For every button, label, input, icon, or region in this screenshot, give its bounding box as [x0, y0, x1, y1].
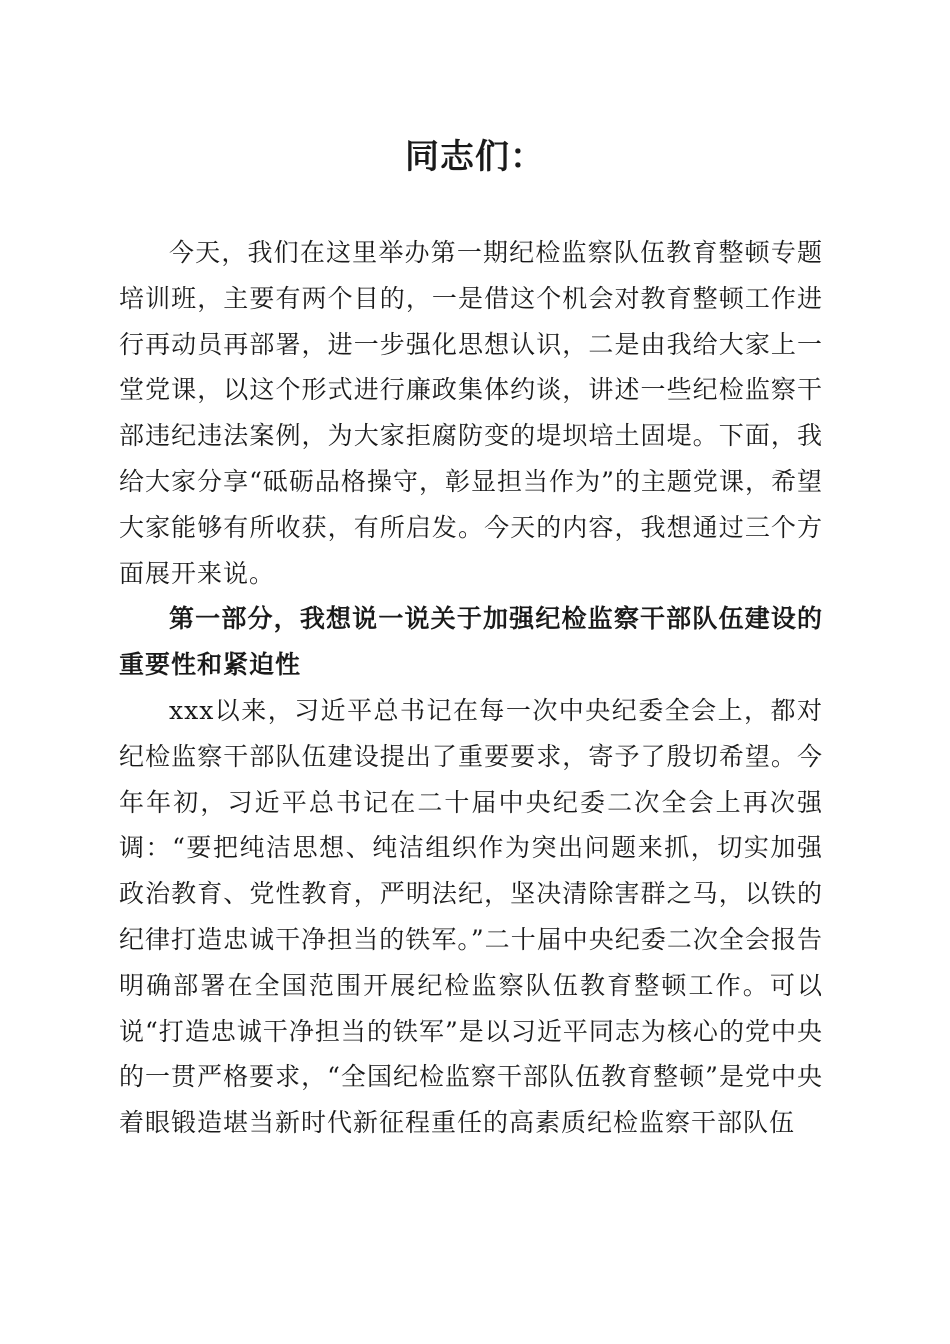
section-heading-part-one: 第一部分，我想说一说关于加强纪检监察干部队伍建设的重要性和紧迫性	[119, 604, 823, 680]
document-title: 同志们：	[405, 137, 545, 177]
paragraph-part-one-body: xxx以来，习近平总书记在每一次中央纪委全会上，都对纪检监察干部队伍建设提出了重要要求，寄予了殷切希望。今年年初，习近平总书记在二十届中央纪委二次全会上再次强调：“要把纯洁思想、纯洁组织作为突出问题来抓，切实加强政治教育、党性教育，严明法纪，坚决清除害群之马，以铁的纪律打造忠诚干净担当的铁军。”二十届中央纪委二次全会报告明确部署在全国范围开展纪检监察队伍教育整顿工作。可以说“打造忠诚干净担当的铁军”是以习近平同志为核心的党中央的一贯严格要求，“全国纪检监察干部队伍教育整顿”是党中央着眼锻造堪当新时代新征程重任的高素质纪检监察干部队伍	[119, 695, 823, 1138]
document-body	[119, 230, 823, 1146]
paragraph-intro: 今天，我们在这里举办第一期纪检监察队伍教育整顿专题培训班，主要有两个目的，一是借这个机会对教育整顿工作进行再动员再部署，进一步强化思想认识，二是由我给大家上一堂党课，以这个形式进行廉政集体约谈，讲述一些纪检监察干部违纪违法案例，为大家拒腐防变的堤坝培土固堤。下面，我给大家分享“砥砺品格操守，彰显担当作为”的主题党课，希望大家能够有所收获，有所启发。今天的内容，我想通过三个方面展开来说。	[119, 238, 823, 588]
